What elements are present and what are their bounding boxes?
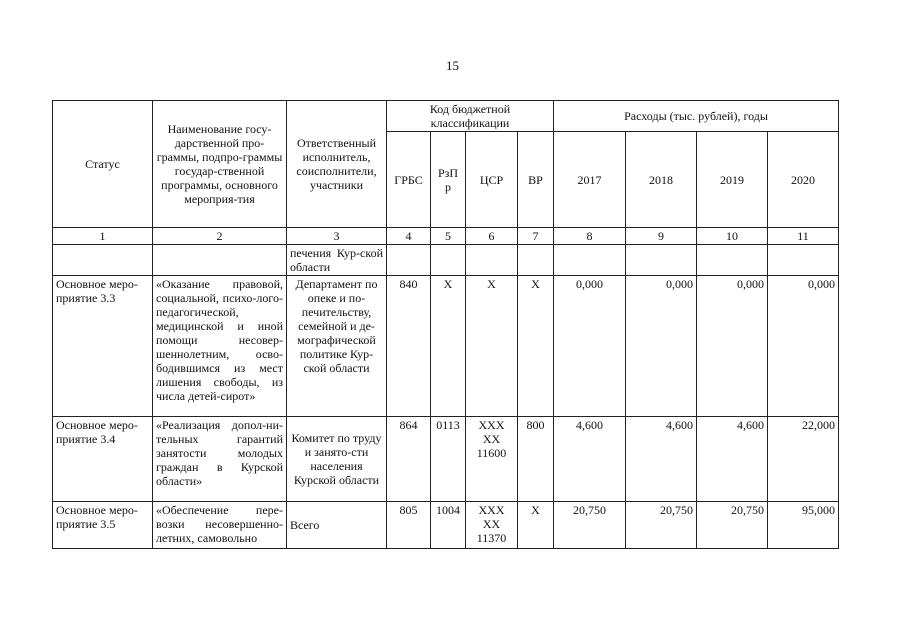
table-row bbox=[53, 245, 839, 276]
cell-value: 0,000 bbox=[697, 276, 768, 417]
cell-value: 0,000 bbox=[626, 276, 697, 417]
cell-csr: ХХХ ХХ 11370 bbox=[466, 502, 518, 549]
cell-value: 4,600 bbox=[554, 417, 626, 502]
column-number: 9 bbox=[626, 228, 697, 245]
header-responsible: Ответственный исполнитель, соисполнители, участники bbox=[287, 101, 387, 228]
cell-name: «Обеспечение пере-возки несовершенно-летних, самовольно bbox=[153, 502, 287, 549]
cell-value: 0,000 bbox=[554, 276, 626, 417]
cell-value: 20,750 bbox=[697, 502, 768, 549]
cell-value: 4,600 bbox=[626, 417, 697, 502]
column-number: 7 bbox=[518, 228, 554, 245]
header-expenses: Расходы (тыс. рублей), годы bbox=[554, 101, 839, 132]
cell-rzpr: Х bbox=[431, 276, 466, 417]
header-vr: ВР bbox=[518, 132, 554, 228]
cell-grbs bbox=[387, 245, 431, 276]
header-status: Статус bbox=[53, 101, 153, 228]
column-number: 8 bbox=[554, 228, 626, 245]
column-number: 5 bbox=[431, 228, 466, 245]
column-number: 2 bbox=[153, 228, 287, 245]
cell-rzpr: 0113 bbox=[431, 417, 466, 502]
column-number: 6 bbox=[466, 228, 518, 245]
cell-value: 20,750 bbox=[554, 502, 626, 549]
header-year: 2019 bbox=[697, 132, 768, 228]
cell-csr: ХХХ ХХ 11600 bbox=[466, 417, 518, 502]
header-row bbox=[53, 101, 839, 132]
header-year: 2018 bbox=[626, 132, 697, 228]
cell-name: «Реализация допол-ни-тельных гарантий занятости молодых граждан в Курской области» bbox=[153, 417, 287, 502]
cell-status bbox=[53, 245, 153, 276]
header-name: Наименование госу-дарственной про-граммы, подпро-граммы государ-ственной программы, основного мероприя-тия bbox=[153, 101, 287, 228]
budget-table bbox=[52, 100, 839, 549]
cell-value bbox=[697, 245, 768, 276]
cell-responsible: Комитет по труду и занято-сти населения Курской области bbox=[287, 417, 387, 502]
header-grbs: ГРБС bbox=[387, 132, 431, 228]
header-csr: ЦСР bbox=[466, 132, 518, 228]
cell-csr bbox=[466, 245, 518, 276]
column-number: 4 bbox=[387, 228, 431, 245]
cell-rzpr: 1004 bbox=[431, 502, 466, 549]
cell-vr: Х bbox=[518, 276, 554, 417]
cell-status: Основное меро-приятие 3.4 bbox=[53, 417, 153, 502]
cell-value: 22,000 bbox=[768, 417, 839, 502]
table-row bbox=[53, 276, 839, 417]
column-number: 10 bbox=[697, 228, 768, 245]
column-number: 1 bbox=[53, 228, 153, 245]
cell-csr: Х bbox=[466, 276, 518, 417]
cell-value bbox=[626, 245, 697, 276]
cell-grbs: 805 bbox=[387, 502, 431, 549]
header-year: 2017 bbox=[554, 132, 626, 228]
table-row bbox=[53, 417, 839, 502]
column-number-row bbox=[53, 228, 839, 245]
page-number: 15 bbox=[446, 58, 459, 73]
cell-value: 4,600 bbox=[697, 417, 768, 502]
cell-value bbox=[554, 245, 626, 276]
cell-grbs: 864 bbox=[387, 417, 431, 502]
header-budget-code: Код бюджетной классификации bbox=[387, 101, 554, 132]
cell-grbs: 840 bbox=[387, 276, 431, 417]
cell-rzpr bbox=[431, 245, 466, 276]
header-year: 2020 bbox=[768, 132, 839, 228]
cell-status: Основное меро-приятие 3.3 bbox=[53, 276, 153, 417]
cell-value: 95,000 bbox=[768, 502, 839, 549]
cell-vr bbox=[518, 245, 554, 276]
column-number: 11 bbox=[768, 228, 839, 245]
cell-vr: 800 bbox=[518, 417, 554, 502]
cell-name: «Оказание правовой, социальной, психо-лого-педагогической, медицинской и иной помощи несовер-шеннолетним, осво-бодившимся из мест лишения свободы, из числа детей-сирот» bbox=[153, 276, 287, 417]
cell-value: 20,750 bbox=[626, 502, 697, 549]
cell-status: Основное меро-приятие 3.5 bbox=[53, 502, 153, 549]
cell-name bbox=[153, 245, 287, 276]
cell-responsible: Департамент по опеке и по-печительству, семейной и де-мографической политике Кур-ской области bbox=[287, 276, 387, 417]
cell-value bbox=[768, 245, 839, 276]
cell-value: 0,000 bbox=[768, 276, 839, 417]
cell-vr: Х bbox=[518, 502, 554, 549]
column-number: 3 bbox=[287, 228, 387, 245]
header-rzpr: РзП р bbox=[431, 132, 466, 228]
table-row bbox=[53, 502, 839, 549]
cell-responsible: Всего bbox=[287, 502, 387, 549]
cell-responsible: печения Кур-ской области bbox=[287, 245, 387, 276]
